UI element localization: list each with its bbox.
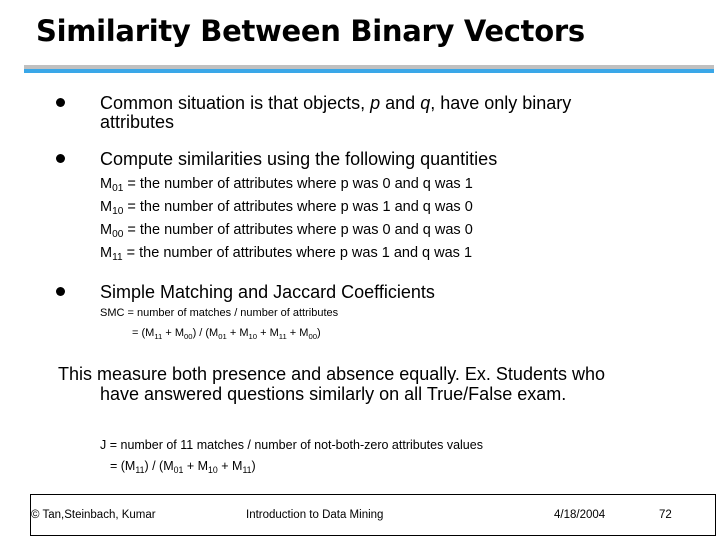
- page-title: Similarity Between Binary Vectors: [36, 14, 585, 48]
- footer-date: 4/18/2004: [554, 509, 606, 521]
- bullet-2-text: Compute similarities using the following quantities: [100, 149, 498, 169]
- smc-formula: = $(M_{11} + M_{00}) / (M_{01} + M_{10} + M_{11} + M_{00})$: [132, 327, 321, 341]
- bullet-dot-1: [56, 98, 65, 107]
- bullet-dot-2: [56, 154, 65, 163]
- bullet-1-text: Common situation is that objects, p and q, have only binary: [100, 93, 572, 113]
- footer-course: Introduction to Data Mining: [246, 509, 384, 521]
- quantity-m00: $M_{00}$ = the number of attributes where p was 0 and q was 0: [100, 222, 473, 240]
- quantity-m01: $M_{01}$ = the number of attributes where p was 0 and q was 1: [100, 176, 473, 194]
- footer-page-number: 72: [659, 509, 672, 521]
- bullet-3-text: Simple Matching and Jaccard Coefficients: [100, 282, 435, 302]
- jaccard-formula: = $(M_{11}) / (M_{01} + M_{10} + M_{11})$: [110, 459, 256, 475]
- bullet-1-text-line2: attributes: [100, 112, 175, 132]
- footer-copyright: © Tan,Steinbach, Kumar: [31, 509, 156, 521]
- bullet-dot-3: [56, 287, 65, 296]
- smc-definition: SMC = number of matches / number of attributes: [100, 307, 339, 319]
- measure-text-line2: have answered questions similarly on all True/False exam.: [100, 384, 567, 404]
- footer-bar: [30, 494, 716, 536]
- measure-text-line1: This measure both presence and absence equally. Ex. Students who: [58, 364, 605, 384]
- quantity-m10: $M_{10}$ = the number of attributes where p was 1 and q was 0: [100, 199, 473, 217]
- jaccard-definition: J = number of 11 matches / number of not-both-zero attributes values: [100, 438, 483, 452]
- quantity-m11: $M_{11}$ = the number of attributes where p was 1 and q was 1: [100, 245, 473, 263]
- title-rule-blue: [24, 69, 714, 73]
